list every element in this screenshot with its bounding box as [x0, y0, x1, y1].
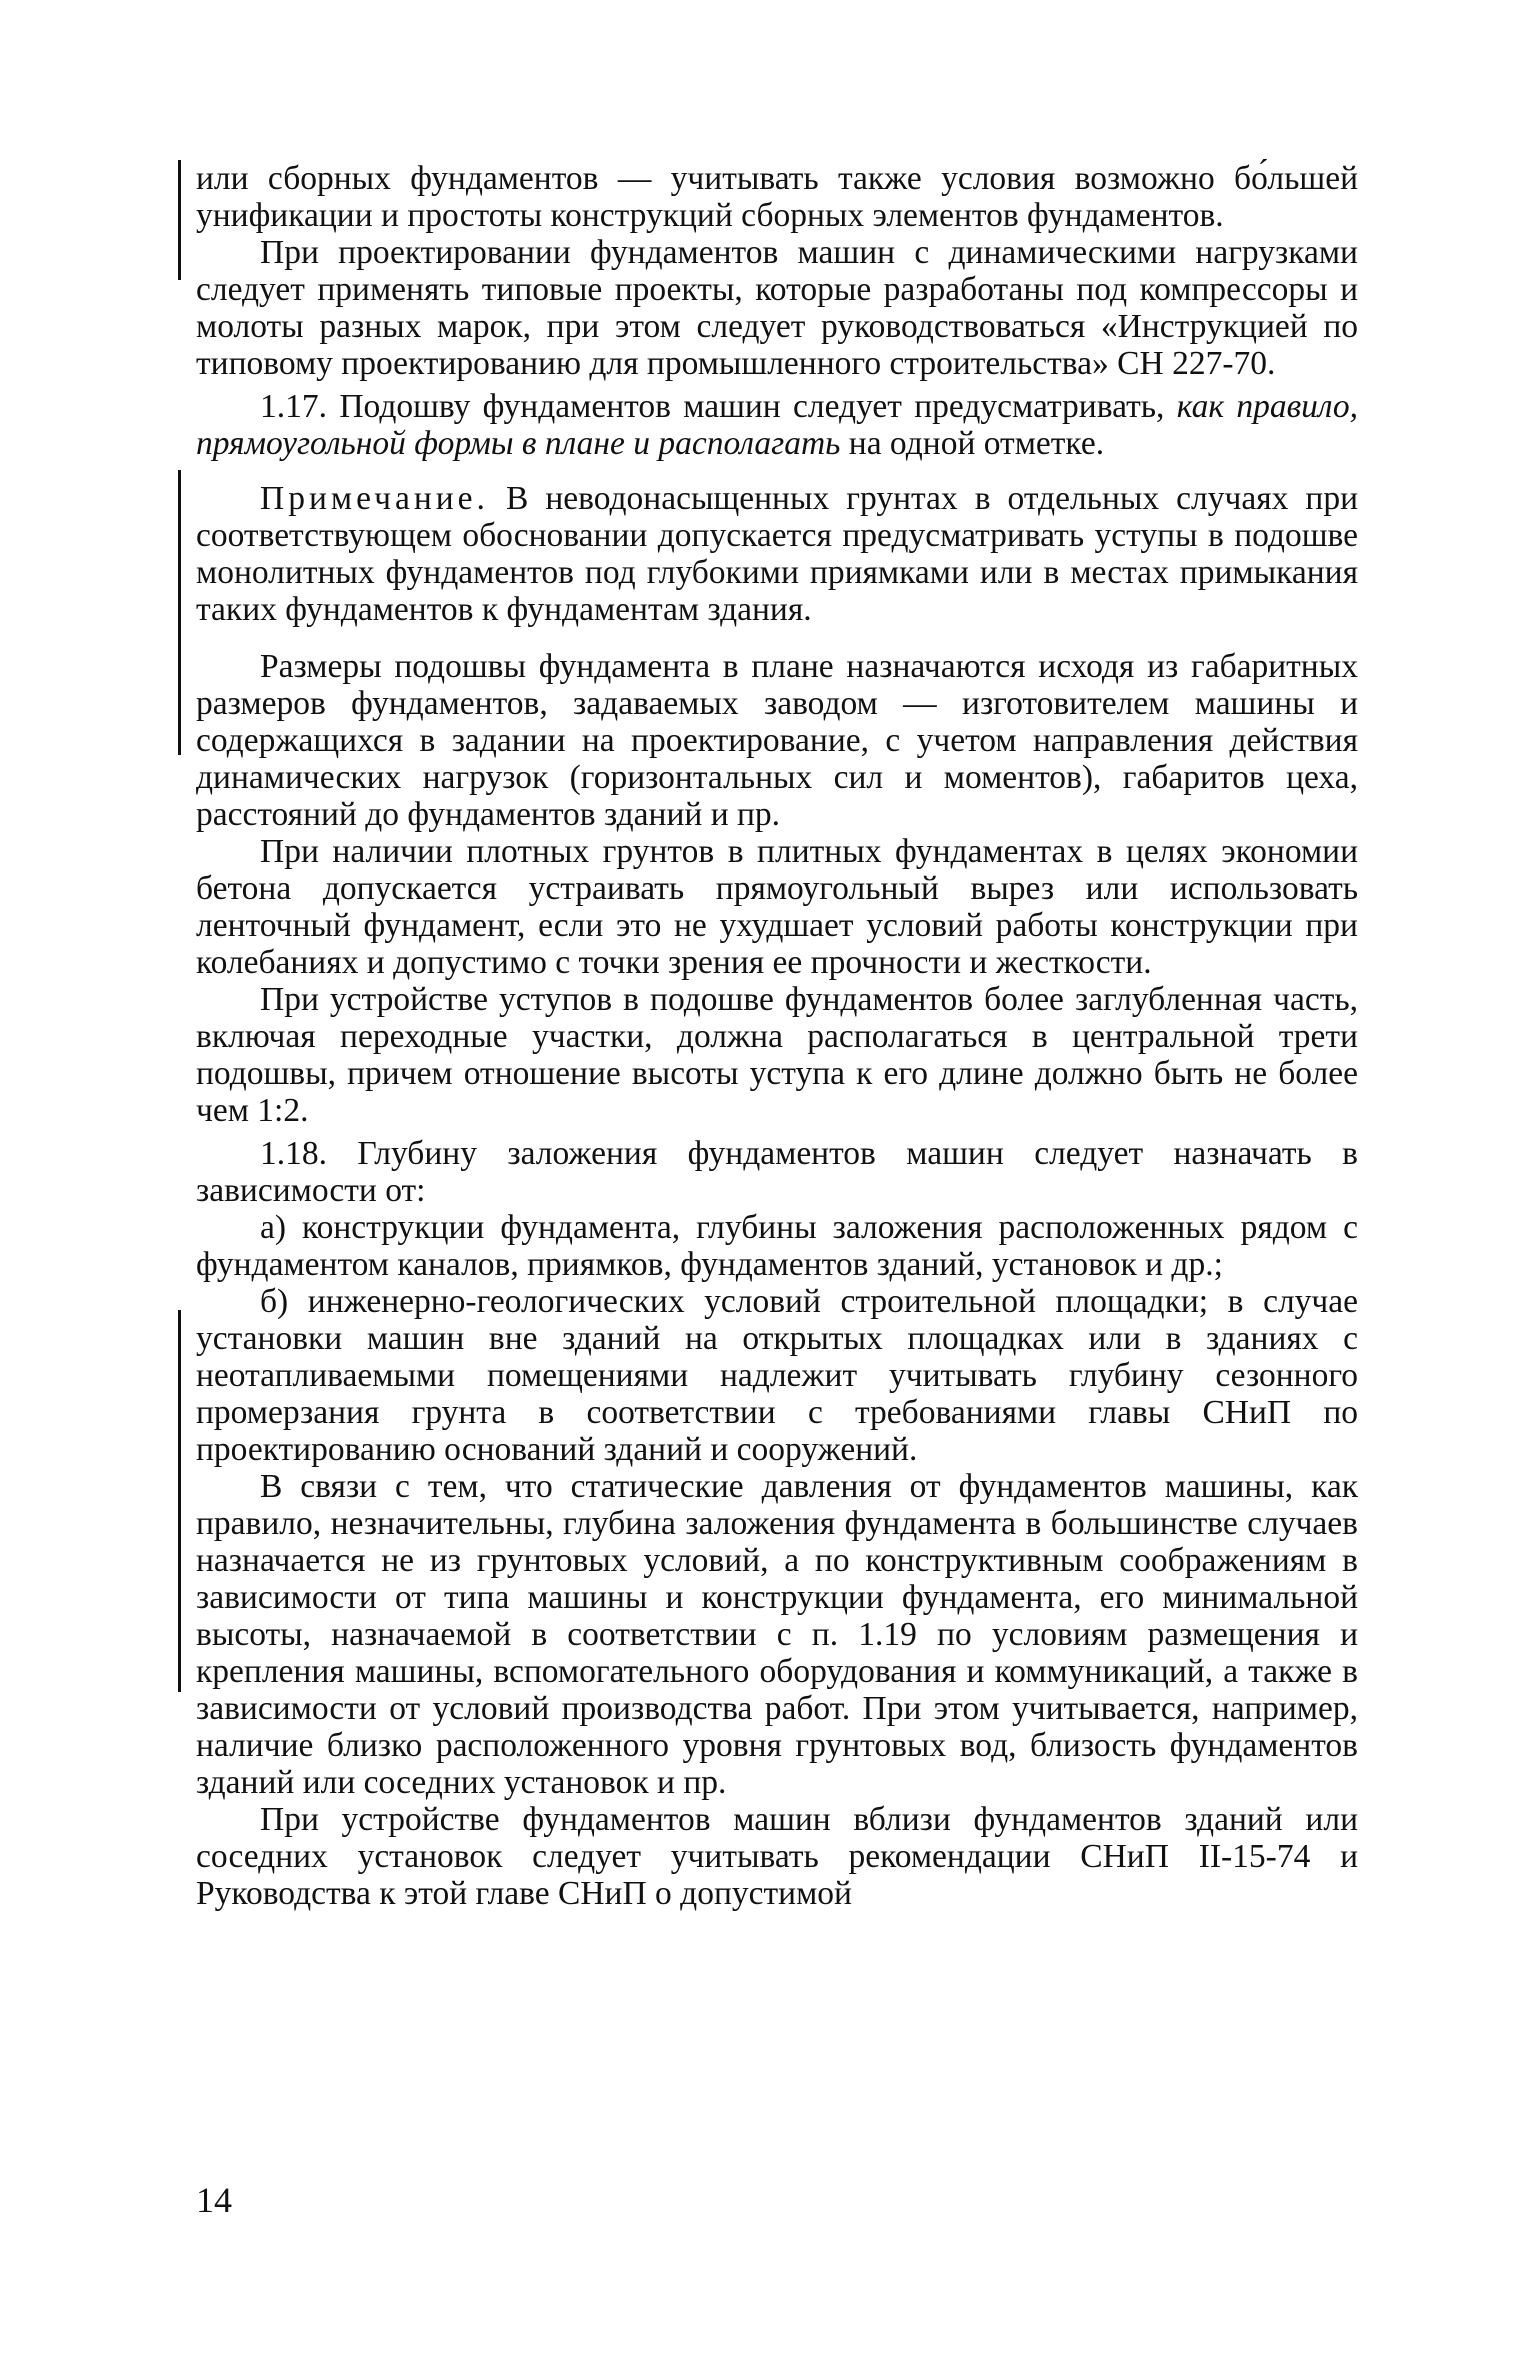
note — [196, 480, 1358, 628]
paragraph: При устройстве уступов в подошве фундаментов более заглубленная часть, включая переходные участки, должна располагаться в центральной трети подошвы, причем отношение высоты уступа к его длине должно быть не более чем 1:2. — [196, 981, 1358, 1129]
section-1-18 — [196, 1135, 1358, 1209]
section-text: Подошву фундаментов машин следует предусматривать, — [339, 388, 1165, 425]
page-body — [196, 160, 1358, 1912]
paragraph: При устройстве фундаментов машин вблизи фундаментов зданий или соседних установок следует учитывать рекомендации СНиП II-15-74 и Руководства к этой главе СНиП о допустимой — [196, 1801, 1358, 1912]
paragraph: При наличии плотных грунтов в плитных фундаментах в целях экономии бетона допускается устраивать прямоугольный вырез или использовать ленточный фундамент, если это не ухудшает условий работы конструкции при колебаниях и допустимо с точки зрения ее прочности и жесткости. — [196, 833, 1358, 981]
section-number: 1.18. — [260, 1135, 327, 1172]
note-text: В неводонасыщенных грунтах в отдельных случаях при соответствующем обосновании допускается предусматривать уступы в подошве монолитных фундаментов под глубокими приямками или в местах примыкания таких фундаментов к фундаментам здания. — [196, 480, 1359, 628]
paragraph: В связи с тем, что статические давления от фундаментов машины, как правило, незначительны, глубина заложения фундамента в большинстве случаев назначается не из грунтовых условий, а по конструктивным соображениям в зависимости от типа машины и конструкции фундамента, его минимальной высоты, назначаемой в соответствии с п. 1.19 по условиям размещения и крепления машины, вспомогательного оборудования и коммуникаций, а также в зависимости от условий производства работ. При этом учитывается, например, наличие близко расположенного уровня грунтовых вод, близость фундаментов зданий или соседних установок и пр. — [196, 1468, 1358, 1801]
paragraph: или сборных фундаментов — учитывать также условия возможно бо́льшей унификации и простоты конструкций сборных элементов фундаментов. — [196, 160, 1358, 234]
section-text-end: на одной отметке. — [848, 425, 1105, 462]
paragraph: Размеры подошвы фундамента в плане назначаются исходя из габаритных размеров фундаментов, задаваемых заводом — изготовителем машины и содержащихся в задании на проектирование, с учетом направления действия динамических нагрузок (горизонтальных сил и моментов), габаритов цеха, расстояний до фундаментов зданий и пр. — [196, 648, 1358, 833]
change-bar — [178, 470, 181, 755]
list-item-a: а) конструкции фундамента, глубины заложения расположенных рядом с фундаментом каналов, приямков, фундаментов зданий, установок и др.; — [196, 1209, 1358, 1283]
section-number: 1.17. — [260, 388, 327, 425]
list-item-b: б) инженерно-геологических условий строительной площадки; в случае установки машин вне зданий на открытых площадках или в зданиях с неотапливаемыми помещениями надлежит учитывать глубину сезонного промерзания грунта в соответствии с требованиями главы СНиП по проектированию оснований зданий и сооружений. — [196, 1283, 1358, 1468]
section-1-17 — [196, 388, 1358, 462]
note-label: Примечание. — [260, 480, 489, 517]
section-text-italic: как правило, прямоугольной формы в плане и располагать — [196, 388, 1359, 462]
page-number: 14 — [196, 2180, 232, 2220]
section-text: Глубину заложения фундаментов машин следует назначать в зависимости от: — [196, 1135, 1358, 1209]
paragraph: При проектировании фундаментов машин с динамическими нагрузками следует применять типовые проекты, которые разработаны под компрессоры и молоты разных марок, при этом следует руководствоваться «Инструкцией по типовому проектированию для промышленного строительства» СН 227-70. — [196, 234, 1358, 382]
change-bar — [178, 160, 181, 280]
change-bar — [178, 1310, 181, 1692]
